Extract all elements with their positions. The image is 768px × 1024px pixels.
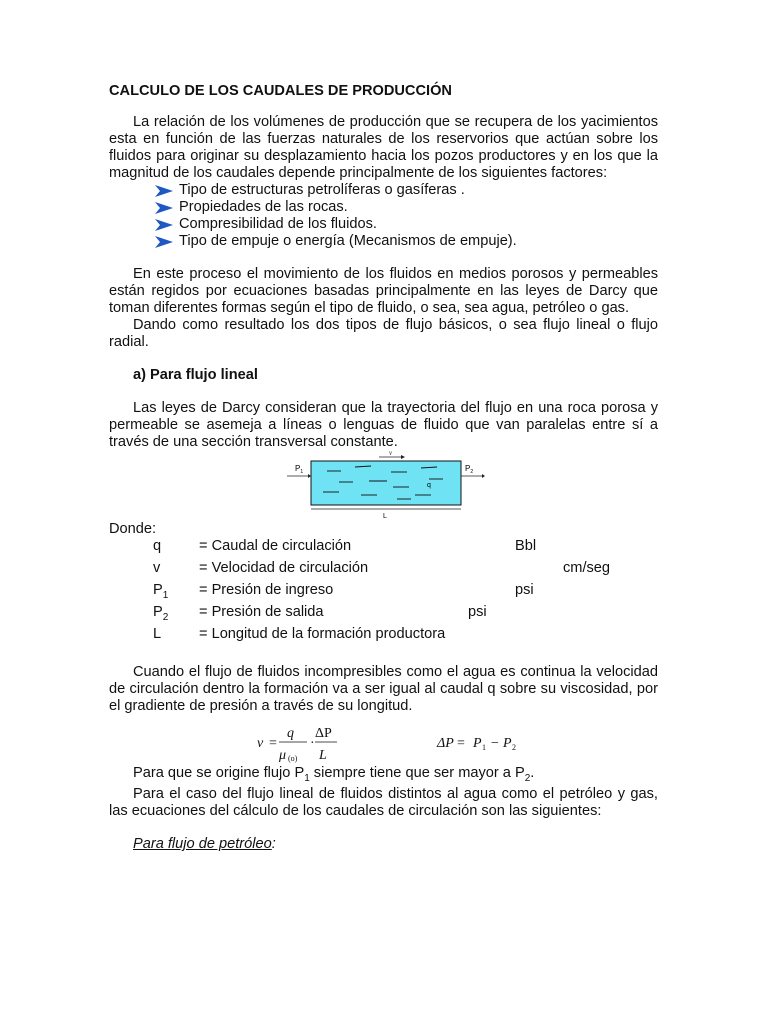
table-row: q = Caudal de circulación Bbl [153, 538, 537, 554]
result-paragraph: Dando como resultado los dos tipos de flujo básicos, o sea flujo lineal o flujo radial. [109, 317, 658, 350]
table-row: $P_2$ = Presión de salida psi [153, 603, 487, 623]
darcy-paragraph: Las leyes de Darcy consideran que la trayectoria del flujo en una roca porosa y permeable se asemeja a líneas o lenguas de fluido que van paralelas entre sí a través de una sección transversal constante. [109, 400, 658, 450]
diagram-v-label: v [389, 449, 393, 457]
arrow-bullet-icon [155, 236, 173, 248]
svg-text:L: L [319, 747, 327, 763]
svg-text:μ: μ [279, 747, 287, 763]
svg-text:=: = [457, 735, 465, 751]
condition-paragraph: Para que se origine flujo $P_1$ siempre tiene que ser mayor a $P_2$. [133, 764, 535, 784]
where-label: Donde: [109, 521, 157, 537]
diagram-length-label: L [383, 513, 387, 520]
process-paragraph: En este proceso el movimiento de los fluidos en medios porosos y permeables están regidos por ecuaciones basadas principalmente en las leyes de Darcy que toman diferentes formas según el tipo de fluido, o sea, sea agua, petróleo o gas. [109, 266, 658, 316]
svg-text:q: q [287, 725, 294, 741]
page-title: CALCULO DE LOS CAUDALES DE PRODUCCIÓN [109, 83, 452, 99]
definitions-table [153, 538, 610, 648]
svg-text:P: P [473, 735, 482, 751]
svg-text:2: 2 [512, 742, 516, 752]
intro-paragraph: La relación de los volúmenes de producción que se recupera de los yacimientos esta en función de las fuerzas naturales de los reservorios que actúan sobre los fluidos para originar su desplazamiento hacia los pozos productores y en los que la magnitud de los caudales depende principalmente de los siguientes factores: [109, 114, 658, 181]
velocity-formula [109, 721, 658, 765]
svg-text:ΔP: ΔP [315, 725, 332, 741]
svg-text:−: − [491, 735, 499, 751]
arrow-bullet-icon [155, 202, 173, 214]
diagram-p2-label: $P_2$ [465, 464, 474, 475]
svg-text:ΔP: ΔP [437, 735, 454, 751]
list-item: Propiedades de las rocas. [155, 199, 658, 216]
other-fluids-paragraph: Para el caso del flujo lineal de fluidos distintos al agua como el petróleo y gas, las ecuaciones del cálculo de los caudales de circulación son las siguientes: [109, 786, 658, 820]
section-heading-linear-flow: a) Para flujo lineal [133, 367, 258, 383]
diagram-q-label: q [427, 482, 431, 489]
arrow-bullet-icon [155, 219, 173, 231]
factors-list [109, 182, 658, 250]
svg-text:·: · [310, 735, 315, 751]
table-row: v = Velocidad de circulación cm/seg [153, 559, 611, 576]
list-item: Compresibilidad de los fluidos. [155, 216, 658, 233]
svg-text:v: v [257, 735, 264, 751]
arrow-bullet-icon [155, 185, 173, 197]
reservoir-block [311, 461, 461, 505]
svg-text:(o): (o) [288, 753, 298, 763]
oil-flow-subheading: Para flujo de petróleo: [133, 836, 276, 853]
linear-flow-diagram [279, 449, 499, 521]
incompressible-paragraph: Cuando el flujo de fluidos incompresibles como el agua es continua la velocidad de circulación dentro la formación va a ser igual al caudal q sobre su viscosidad, por el gradiente de presión a través de su longitud. [109, 663, 658, 714]
list-item: Tipo de empuje o energía (Mecanismos de empuje). [155, 233, 658, 250]
document-page [109, 83, 658, 853]
svg-text:1: 1 [482, 742, 486, 752]
svg-text:P: P [503, 735, 512, 751]
diagram-p1-label: $P_1$ [295, 464, 304, 475]
table-row: $P_1$ = Presión de ingreso psi [153, 581, 534, 601]
list-item: Tipo de estructuras petrolíferas o gasíferas . [155, 182, 658, 199]
table-row: L = Longitud de la formación productora [153, 625, 446, 642]
svg-text:=: = [269, 735, 277, 751]
